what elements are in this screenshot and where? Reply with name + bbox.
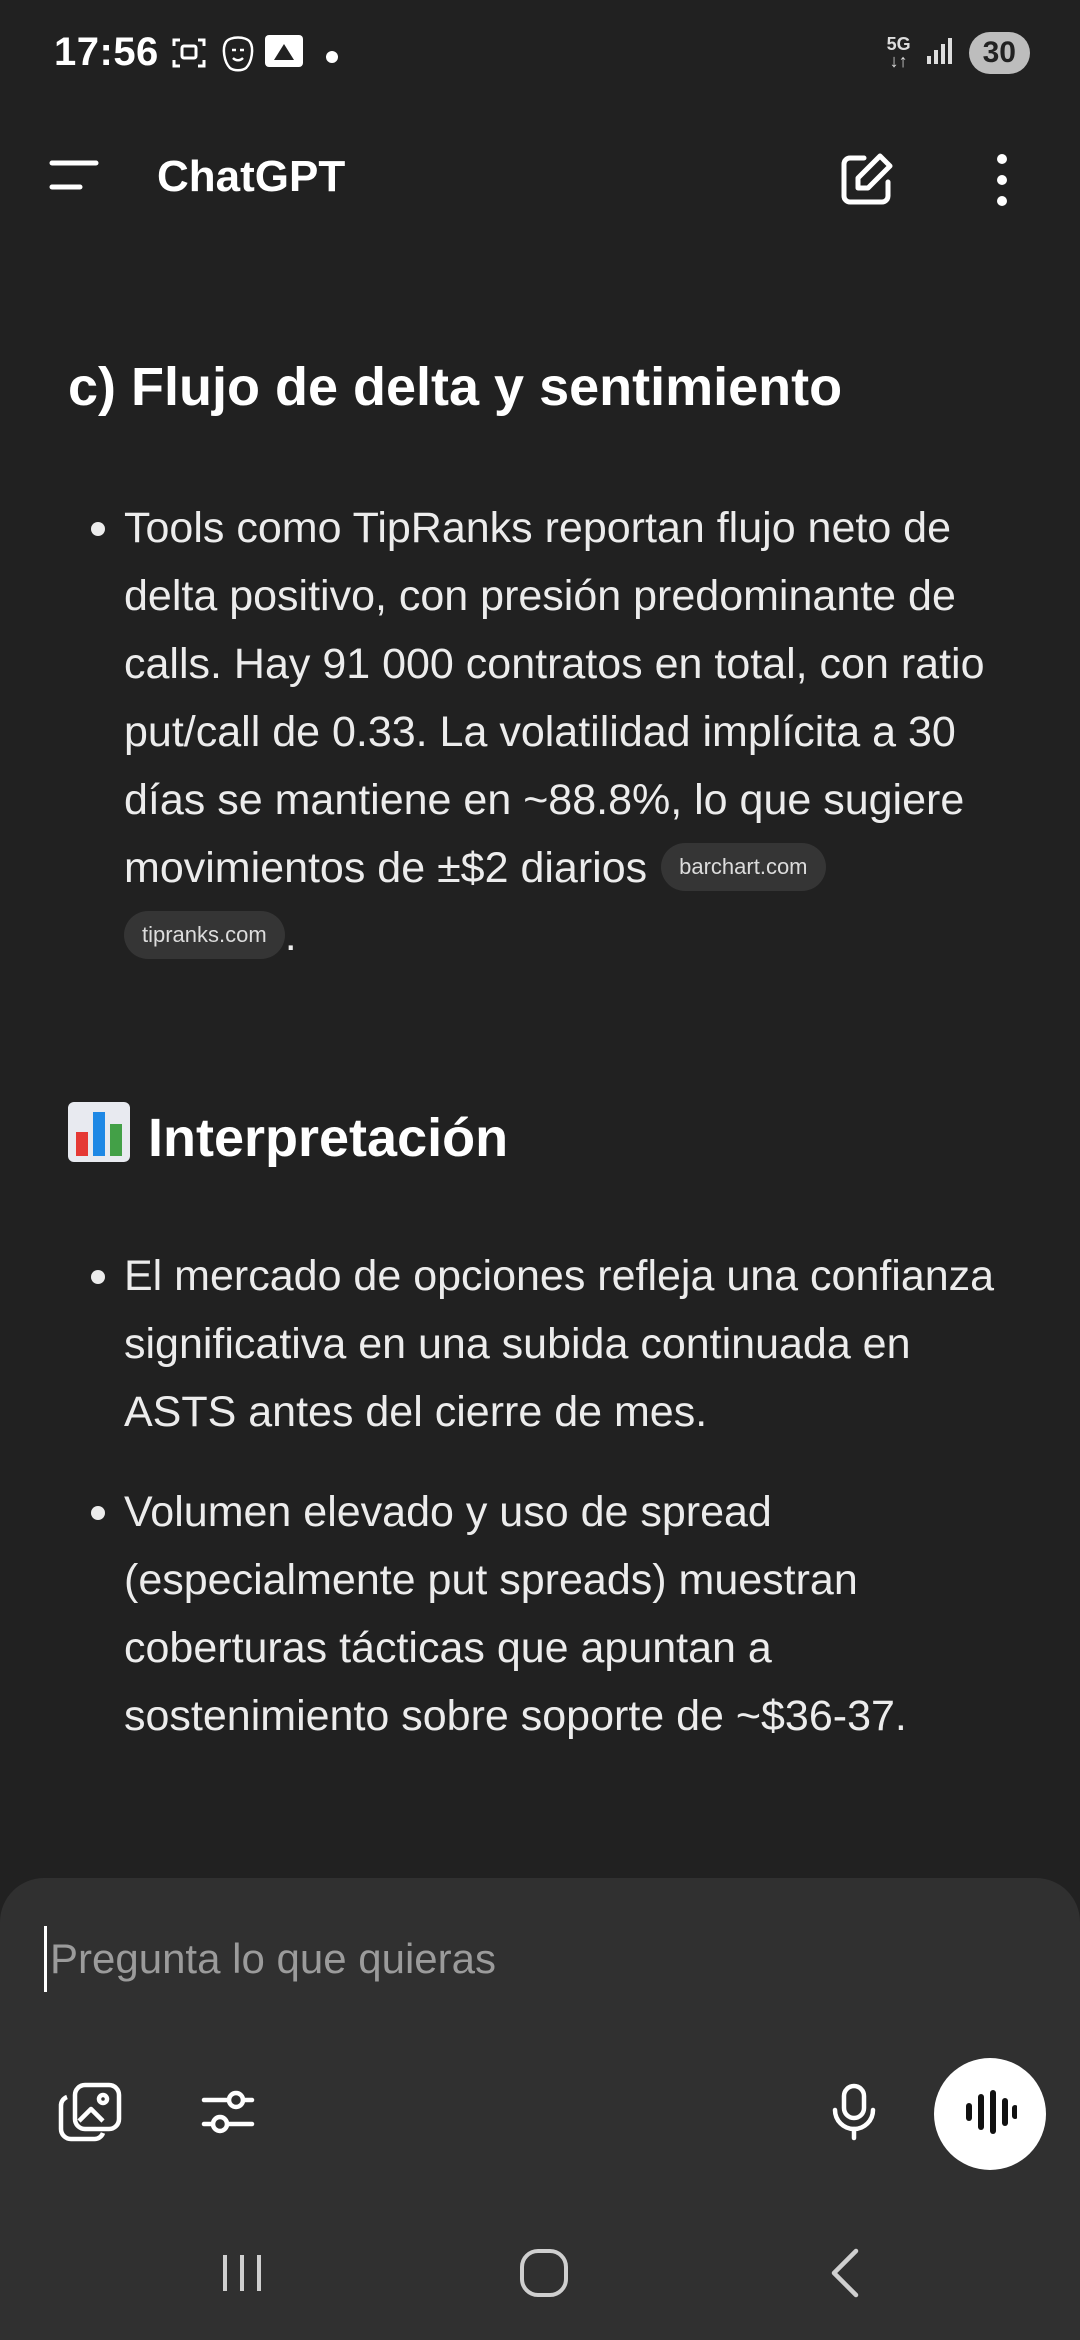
home-icon	[518, 2247, 570, 2304]
bar-chart-emoji-icon	[68, 1102, 130, 1162]
section-heading-interpretation	[68, 1102, 508, 1169]
status-right	[887, 30, 1030, 76]
lion-app-icon	[220, 34, 256, 77]
text-caret	[44, 1926, 47, 1992]
data-arrows-icon: ↓↑	[889, 51, 908, 71]
app-title[interactable]: ChatGPT	[157, 152, 346, 201]
battery-indicator: 30	[969, 32, 1030, 74]
menu-button[interactable]	[46, 155, 110, 207]
source-chip-barchart[interactable]: barchart.com	[661, 843, 825, 891]
tools-button[interactable]	[188, 2074, 268, 2154]
sliders-icon	[198, 2084, 258, 2145]
network-label: 5G	[886, 34, 911, 54]
attach-image-button[interactable]	[50, 2074, 130, 2154]
microphone-icon	[829, 2082, 879, 2147]
edit-icon	[836, 197, 896, 214]
section-heading-delta: c) Flujo de delta y sentimiento	[68, 357, 843, 417]
more-vertical-icon	[982, 197, 1022, 214]
recent-apps-button[interactable]	[182, 2240, 302, 2310]
back-icon	[826, 2247, 866, 2304]
more-options-button[interactable]	[982, 150, 1022, 210]
new-chat-button[interactable]	[836, 150, 896, 210]
screenshot-icon	[170, 34, 208, 77]
microphone-button[interactable]	[814, 2074, 894, 2154]
voice-mode-button[interactable]	[934, 2058, 1046, 2170]
bullet-list-delta	[0, 494, 1080, 1002]
app-header	[0, 110, 1080, 250]
list-item: El mercado de opciones refleja una confianza significativa en una subida continuada en ASTS antes del cierre de mes.	[0, 1242, 1080, 1446]
image-notification-icon	[264, 34, 304, 75]
network-indicator	[887, 36, 911, 70]
list-item: Volumen elevado y uso de spread (especialmente put spreads) muestran coberturas tácticas que apuntan a sostenimiento sobre soporte de ~$36-37.	[0, 1478, 1080, 1750]
bullet-list-interpretation	[0, 1242, 1080, 1782]
source-chip-tipranks[interactable]: tipranks.com	[124, 911, 285, 959]
section-heading-text: Interpretación	[148, 1108, 509, 1168]
back-button[interactable]	[786, 2240, 906, 2310]
home-button[interactable]	[484, 2240, 604, 2310]
signal-icon	[925, 36, 955, 71]
voice-wave-icon	[963, 2089, 1017, 2140]
message-input[interactable]	[48, 1928, 1032, 1990]
menu-icon	[46, 182, 102, 199]
image-attach-icon	[57, 2081, 123, 2148]
status-bar	[0, 0, 1080, 110]
bullet-trailing: .	[284, 912, 297, 960]
dot-icon	[326, 50, 338, 68]
status-time: 17:56	[54, 30, 159, 74]
recent-apps-icon	[217, 2251, 267, 2300]
list-item	[0, 494, 1080, 970]
chat-content	[0, 250, 1080, 1880]
system-nav-bar	[0, 2222, 1080, 2340]
bullet-text: Tools como TipRanks reportan flujo neto de delta positivo, con presión predominante de calls. Hay 91 000 contratos en total, con ratio put/call de 0.33. La volatilidad implícita a 30 días se mantiene en ~88.8%, lo que sugiere movimientos de ±$2 diarios	[124, 504, 985, 892]
